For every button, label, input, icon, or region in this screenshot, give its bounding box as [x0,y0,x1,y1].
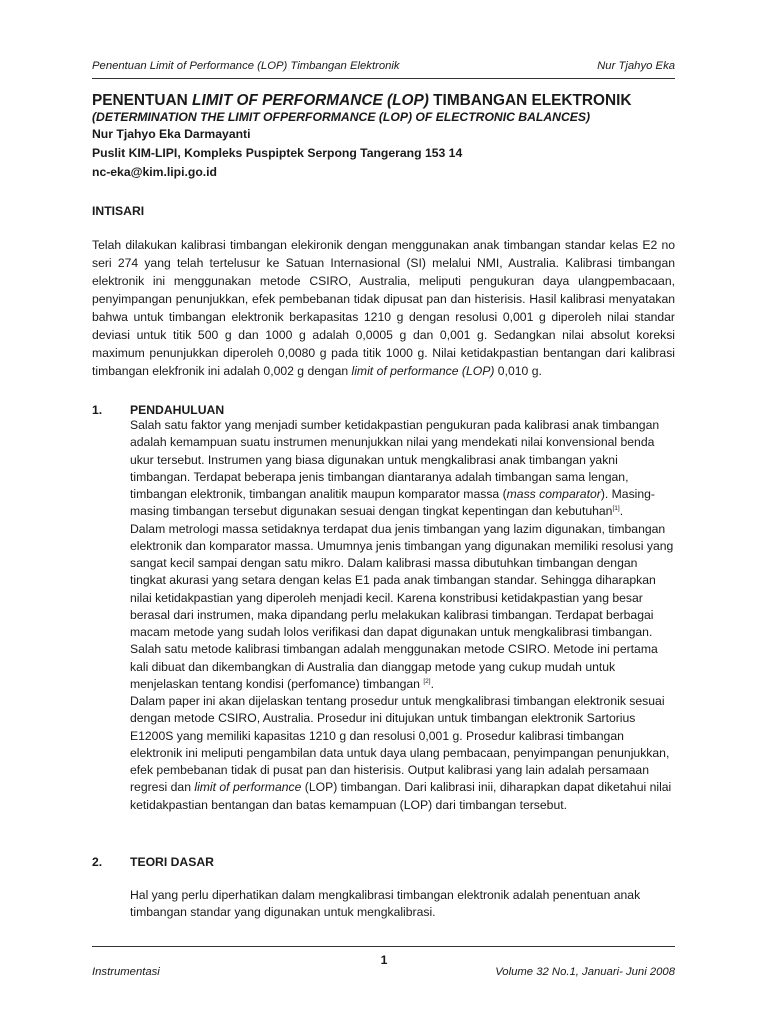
citation-ref-2: [2] [423,677,431,685]
journal-volume: Volume 32 No.1, Januari- Juni 2008 [495,966,675,978]
running-header-title: Penentuan Limit of Performance (LOP) Timbangan Elektronik [92,60,400,72]
citation-ref-1: [1] [612,505,620,513]
author-name: Nur Tjahyo Eka Darmayanti [92,127,251,141]
s1p1-end: . [619,504,624,519]
paper-subtitle: (DETERMINATION THE LIMIT OFPERFORMANCE (LOP) OF ELECTRONIC BALANCES) [92,110,591,124]
page-number: 1 [380,953,388,967]
section1-body [130,417,675,814]
abstract-italic: limit of performance (LOP) [351,364,495,378]
section2-paragraph-1: Hal yang perlu diperhatikan dalam mengkalibrasi timbangan elektronik adalah penentuan anak timbangan standar yang digunakan untuk mengkalibrasi. [130,888,641,920]
journal-name: Instrumentasi [92,966,160,978]
s1p3-italic: limit of performance [194,780,302,795]
title-part1: PENENTUAN [92,92,193,109]
abstract-text: Telah dilakukan kalibrasi timbangan elekironik dengan menggunakan anak timbangan standar kelas E2 no seri 274 yang telah tertelusur ke Satuan Internasional (SI) melalui NMI, Australia. Kalibrasi timbangan elektronik ini menggunakan metode CSIRO, Australia, meliputi pengukuran daya ulangpembacaan, penyimpangan penunjukkan, efek pembebanan tidak dipusat pan dan histerisis. Hasil kalibrasi menyatakan bahwa untuk timbangan elektronik berkapasitas 1210 g dengan resolusi 0,001 g diperoleh nilai standar deviasi untuk titik 500 g dan 1000 g adalah 0,0005 g dan 0,001 g. Sedangkan nilai absolut koreksi maximum penunjukkan diperoleh 0,0080 g pada titik 1000 g. Nilai ketidakpastian bentangan dari kalibrasi timbangan elekfronik ini adalah 0,002 g dengan [92,238,675,378]
paper-title [92,91,678,110]
footer-rule [92,946,675,947]
s1p1-italic: mass comparator [506,487,601,501]
abstract-tail: 0,010 g. [494,364,542,378]
section1-paragraph-2 [130,521,675,694]
section1-title: PENDAHULUAN [130,403,225,417]
header-rule [92,78,675,79]
title-italic: LIMIT OF PERFORMANCE (LOP) [192,92,429,109]
s1p3-text-b: (LOP) timbangan. Dari kalibrasi inii, diharapkan dapat diketahui nilai ketidakpastian bentangan dan batas kemampuan (LOP) dari timbangan tersebut. [130,780,672,812]
abstract-body [92,236,675,380]
s1p2-text: Dalam metrologi massa setidaknya terdapat dua jenis timbangan yang lazim digunakan, timbangan elektronik dan komparator massa. Umumnya jenis timbangan yang digunakan memiliki resolusi yang sangat kecil sampai dengan satu mikro. Dalam kalibrasi massa dibutuhkan timbangan dengan tingkat akurasi yang setara dengan kelas E1 pada anak timbangan standar. Sehingga diharapkan nilai ketidakpastian yang diperoleh menjadi kecil. Karena konstribusi ketidakpastian yang besar berasal dari instrumen, maka dipandang perlu melakukan kalibrasi timbangan. Terdapat berbagai macam metode yang sudah lolos verifikasi dan dapat digunakan untuk mengkalibrasi timbangan. Salah satu metode kalibrasi timbangan adalah menggunakan metode CSIRO. Metode ini pertama kali dibuat dan dikembangkan di Australia dan dianggap metode yang cukup mudah untuk menjelaskan tentang kondisi (perfomance) timbangan [130,521,674,691]
running-footer [92,966,675,978]
s1p1-text-a: Salah satu faktor yang menjadi sumber ketidakpastian pengukuran pada kalibrasi anak timbangan adalah kemampuan suatu instrumen menunjukkan nilai yang mendekati nilai konvensional benda ukur tersebut. Instrumen yang biasa digunakan untuk mengkalibrasi anak timbangan yakni timbangan. Terdapat beberapa jenis timbangan diantaranya adalah timbangan sama lengan, timbangan elektronik, timbangan analitik maupun komparator massa ( [130,418,660,501]
section1-number: 1. [92,403,103,417]
running-header [92,60,675,72]
running-header-author: Nur Tjahyo Eka [597,60,675,72]
title-part2: TIMBANGAN ELEKTRONIK [428,92,632,109]
title-block [92,91,678,182]
abstract-heading: INTISARI [92,204,145,218]
s1p1-text-b: ). Masing-masing timbangan tersebut digunakan sesuai dengan tingkat kepentingan dan kebutuhan [130,487,655,519]
s1p3-text-a: Dalam paper ini akan dijelaskan tentang prosedur untuk mengkalibrasi timbangan elektronik sesuai dengan metode CSIRO, Australia. Prosedur ini ditujukan untuk timbangan elektronik Sartorius E1200S yang memiliki kapasitas 1210 g dan resolusi 0,001 g. Prosedur kalibrasi timbangan elektronik ini meliputi pengambilan data untuk daya ulang pembacaan, penyimpangan penunjukkan, efek pembebanan tidak di pusat pan dan histerisis. Output kalibrasi yang lain adalah persamaan regresi dan [130,694,670,795]
s1p2-end: . [430,676,434,691]
section1-paragraph-3 [130,693,675,814]
section1-paragraph-1 [130,417,675,521]
author-email: nc-eka@kim.lipi.go.id [92,165,217,179]
author-affiliation: Puslit KIM-LIPI, Kompleks Puspiptek Serpong Tangerang 153 14 [92,146,463,160]
section2-number: 2. [92,855,103,869]
section2-title: TEORI DASAR [130,855,214,869]
section2-body [130,887,675,922]
